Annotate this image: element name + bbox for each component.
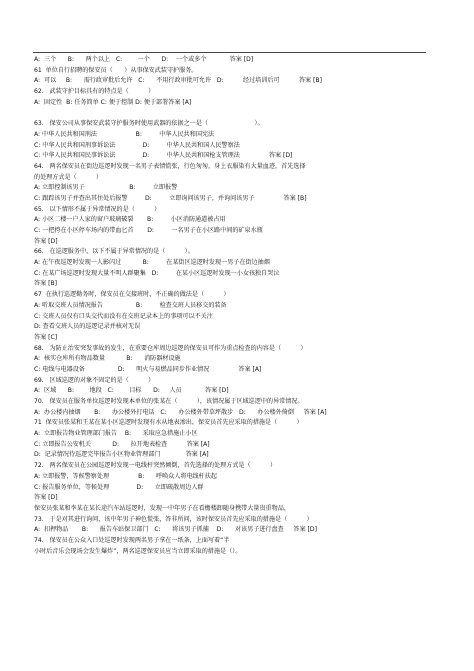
question-72: 72. 两名保安员在公园巡逻时发现一电线杆突然倾倒，首先选择的处理方式是（ ） [34, 462, 277, 470]
question-65: 65. 以下情形不属于异常情况的是（ ） [34, 205, 161, 213]
text-line: C: 电线与电器设备 D: 明火与易燃品同步作业情况 答案 [A] [34, 365, 262, 373]
text-line: A: 在午夜巡逻时发现一人影闪过 B: 在某街区巡逻时发现一男子在街边抽烟 [34, 259, 270, 267]
text-line: A: 立即报警，等候警察处理 B: 呼唤众人将电线杆扶起 [34, 472, 217, 480]
text-line: A: 扣押物品 B: 报告车站保卫部门 C: 将该男子抓捕 D: 对该男子进行盘查 答案 [D] [34, 526, 317, 534]
text-line: A: 立即控制该男子 B: 立即报警 [34, 184, 178, 192]
question-74: 74. 保安员在公众入口处巡逻时发现两名男子拿在一纸条，上面写着“半 [34, 536, 230, 544]
question-text-block [34, 55, 434, 557]
text-line: C: 立即报告公安机关 D: 拉开地表检查 答案 [A] [34, 440, 210, 448]
question-71: 71 保安员张某和王某在某小区巡逻时发现有水从地表渗出，保安员首先应采取的措施是（ ） [34, 419, 303, 427]
answer-line: 答案 [B] [34, 280, 58, 288]
text-line: D: 查看交班人员的巡逻记录并核对无误 [34, 323, 141, 331]
text-line: C: 交班人员仅有口头交代而没有在交班记录本上的事项可以不关注 [34, 312, 213, 320]
text-line: A: 可以 B: 需行政审批后允许 C: 不用行政审批可允许 D: 经过培训后可 答案 [B] [34, 77, 322, 85]
text-line: D: 记录情况待巡逻完毕报告小区物业管理部门 答案 [A] [34, 451, 209, 459]
text-line: A: 听取交班人员情况报告 B: 检查交班人员移交的装备 [34, 301, 227, 309]
answer-line: 答案 [D] [34, 237, 58, 245]
text-line: 小时后音乐会现场会发生爆炸”，两名巡逻保安员应当立即采取的措施是（）。 [34, 547, 242, 555]
text-line: 的处理方式是（ ） [34, 173, 103, 181]
text-line: A: 区域 B: 地段 C: 目标 D: 人员 答案 [D] [34, 387, 229, 395]
question-61: 61 单位自行招聘的保安员（ ）从事保安武装守护服务。 [34, 66, 198, 74]
text-line: A: 中华人民共和国刑法 B: 中华人民共和国宪法 [34, 130, 215, 138]
text-line: C: 中华人民共和国民事诉讼法 D: 中华人民共和国枪支管理法 答案 [D] [34, 152, 293, 160]
text-line: A: 立即报告物业管理部门报告 B: 采取应急措施止小区 [34, 430, 198, 438]
text-line: C: 跟踪该男子并查出其住处后报警 D: 立即询问该男子，并询问该男子 答案 [B] [34, 194, 307, 202]
text-line: C: 报告服务单位，等候处理 D: 立即疏散周边人群 [34, 483, 204, 491]
question-64: 64. 两名保安员在街边巡逻时发现一名男子表情慌张，行色匆匆，身上衣服染有大量血迹，首先选择 [34, 162, 306, 170]
answer-line: 答案 [C] [34, 333, 58, 341]
question-63: 63. 保安公司从事保安武装守护服务时使用武器的依据之一是（ ）。 [34, 120, 264, 128]
text-line: A: 核实仓库所有物品数量 B: 消防器材设施 [34, 355, 181, 363]
text-line: C: 中华人民共和国刑事诉讼法 D: 中华人民共和国人民警察法 [34, 141, 240, 149]
question-73: 73. 于是对其进行询问，该中年男子神色慌张，答非所问，该时保安员首先应采取的措施是（ ） [34, 515, 313, 523]
text-line: A: 小区二楼一户人家的窗户玻璃破裂 B: 小区消防通道被占用 [34, 216, 226, 224]
question-69: 69. 区域巡逻的对象不固定的是（ ） [34, 376, 155, 384]
text-line: 保安员张某和李某在某长途汽车站巡逻时，发现一中年男子在看檐楼卸随身携带大量贵重物品， [34, 504, 290, 512]
question-67: 67 在执行巡逻勤务时，保安员在交接班时，不正确的做法是（ ） [34, 291, 230, 299]
question-66: 66. 在巡逻服务中，以下不属于异常情况的是（ ）。 [34, 248, 194, 256]
text-line: A: 办公楼内抽烟 B: 办公楼外打电话 C: 办公楼外带草坪散步 D: 办公楼外倚倒 答案 [A] [34, 408, 327, 416]
text-line: A: 固定性 B: 任务简单 C: 便于控制 D: 便于部署答案 [A] [34, 98, 192, 106]
question-68: 68. 为防止治安突发事故的发生，在重要仓库周边巡逻的保安员可作为重点检查的内容是（ ） [34, 344, 307, 352]
text-line: A: 三个 B: 两个以上 C: 一个 D: 一个或多个 答案 [D] [34, 56, 254, 63]
blank-line [34, 108, 434, 119]
question-70: 70. 保安员在服务单位巡逻时发现本单位的张某在（ ），该情况属于区域巡逻中的异常情况。 [34, 398, 304, 405]
text-line: C: 在某广场巡逻时发现大量不明人群聚集 D: 在某小区巡逻时发现一小女孩独自哭泣 [34, 269, 280, 277]
question-62: 62. 武装守护目标具有的特点是（ ） [34, 88, 155, 96]
text-line: C: 一把挎在小区停车场内的带血匕首 D: 一名男子在小区路中间的矿泉水瓶 [34, 227, 263, 234]
header-rule [33, 52, 426, 53]
answer-line: 答案 [D] [34, 494, 58, 502]
